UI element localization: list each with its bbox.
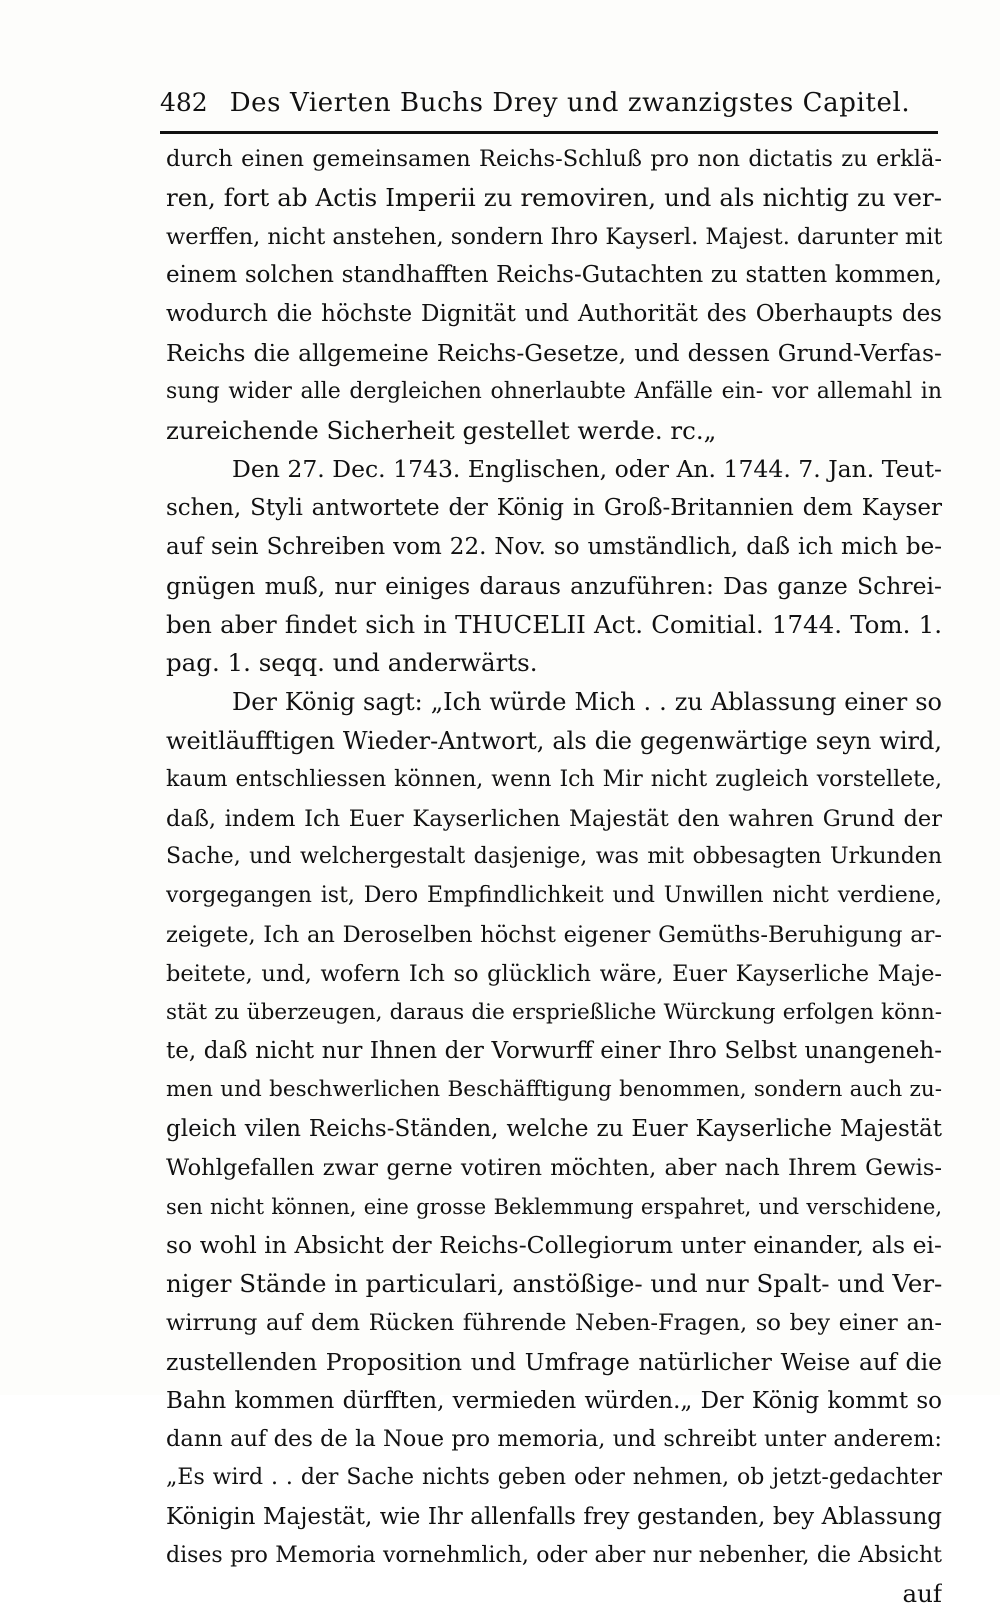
text-line: daß, indem Ich Euer Kayserlichen Majestät den wahren Grund der [166,805,942,832]
text-line: wirrung auf dem Rücken führende Neben-Fragen, so bey einer an- [166,1309,942,1336]
text-line: vorgegangen ist, Dero Empfindlichkeit und Unwillen nicht verdiene, [166,883,942,909]
text-line: beitete, und, wofern Ich so glücklich wäre, Euer Kayserliche Maje- [166,960,942,987]
text-line: men und beschwerlichen Beschäfftigung benommen, sondern auch zu- [166,1077,942,1103]
text-line: Bahn kommen dürfften, vermieden würden.„ Der König kommt so [166,1387,942,1414]
text-line: Der König sagt: „Ich würde Mich . . zu Ablassung einer so [232,688,942,717]
text-line: pag. 1. seqq. und anderwärts. [166,648,538,678]
text-line: gnügen muß, nur einiges daraus anzuführen: Das ganze Schrei- [166,571,942,600]
header-rule [160,131,938,134]
text-line: kaum entschliessen können, wenn Ich Mir nicht zugleich vorstellete, [166,766,942,792]
text-line: niger Stände in particulari, anstößige- und nur Spalt- und Ver- [166,1269,942,1299]
text-line: wodurch die höchste Dignität und Authorität des Oberhaupts des [166,301,942,328]
page-number: 482 [160,88,208,117]
text-line: werffen, nicht anstehen, sondern Ihro Kayserl. Majest. darunter mit [166,223,942,250]
page-header [160,88,940,132]
text-line: dises pro Memoria vornehmlich, oder aber nur nebenher, die Absicht [166,1542,942,1568]
text-line: zureichende Sicherheit gestellet werde. rc.„ [166,415,717,445]
text-line: schen, Styli antwortete der König in Groß-Britannien dem Kayser [166,495,942,522]
text-line: dann auf des de la Noue pro memoria, und schreibt unter anderem: [166,1426,942,1453]
text-line: sen nicht können, eine grosse Beklemmung erspahret, und verschidene, [166,1194,942,1219]
text-line: „Es wird . . der Sache nichts geben oder nehmen, ob jetzt-gedachter [166,1465,942,1491]
text-line: so wohl in Absicht der Reichs-Collegiorum unter einander, als ei- [166,1231,942,1260]
text-line: zeigete, Ich an Deroselben höchst eigener Gemüths-Beruhigung ar- [166,921,942,948]
text-line: Wohlgefallen zwar gerne votiren möchten, aber nach Ihrem Gewis- [166,1154,942,1181]
text-line: gleich vilen Reichs-Ständen, welche zu Euer Kayserliche Majestät [166,1115,942,1142]
running-head: Des Vierten Buchs Drey und zwanzigstes Capitel. [229,88,911,118]
text-line: Königin Majestät, wie Ihr allenfalls frey gestanden, bey Ablassung [166,1503,942,1530]
body-text [166,140,942,1614]
text-line: te, daß nicht nur Ihnen der Vorwurff einer Ihro Selbst unangeneh- [166,1038,942,1065]
text-line: durch einen gemeinsamen Reichs-Schluß pro non dictatis zu erklä- [166,146,942,172]
text-line: Den 27. Dec. 1743. Englischen, oder An. 1744. 7. Jan. Teut- [232,455,942,484]
text-line: Reichs die allgemeine Reichs-Gesetze, und dessen Grund-Verfas- [166,338,942,367]
catchword: auf [902,1579,942,1609]
text-line: auf sein Schreiben vom 22. Nov. so umständlich, daß ich mich be- [166,533,942,560]
text-line: weitläufftigen Wieder-Antwort, als die gegenwärtige seyn wird, [166,726,942,755]
text-line: ren, fort ab Actis Imperii zu removiren, und als nichtig zu ver- [166,182,942,212]
text-line: einem solchen standhafften Reichs-Gutachten zu statten kommen, [166,262,942,289]
text-line: Sache, und welchergestalt dasjenige, was mit obbesagten Urkunden [166,844,942,870]
text-line: stät zu überzeugen, daraus die ersprießliche Würckung erfolgen könn- [166,999,942,1025]
text-line: ben aber findet sich in THUCELII Act. Comitial. 1744. Tom. 1. [166,609,942,639]
text-line: sung wider alle dergleichen ohnerlaubte Anfälle ein- vor allemahl in [166,378,942,404]
text-line: zustellenden Proposition und Umfrage natürlicher Weise auf die [166,1347,942,1376]
